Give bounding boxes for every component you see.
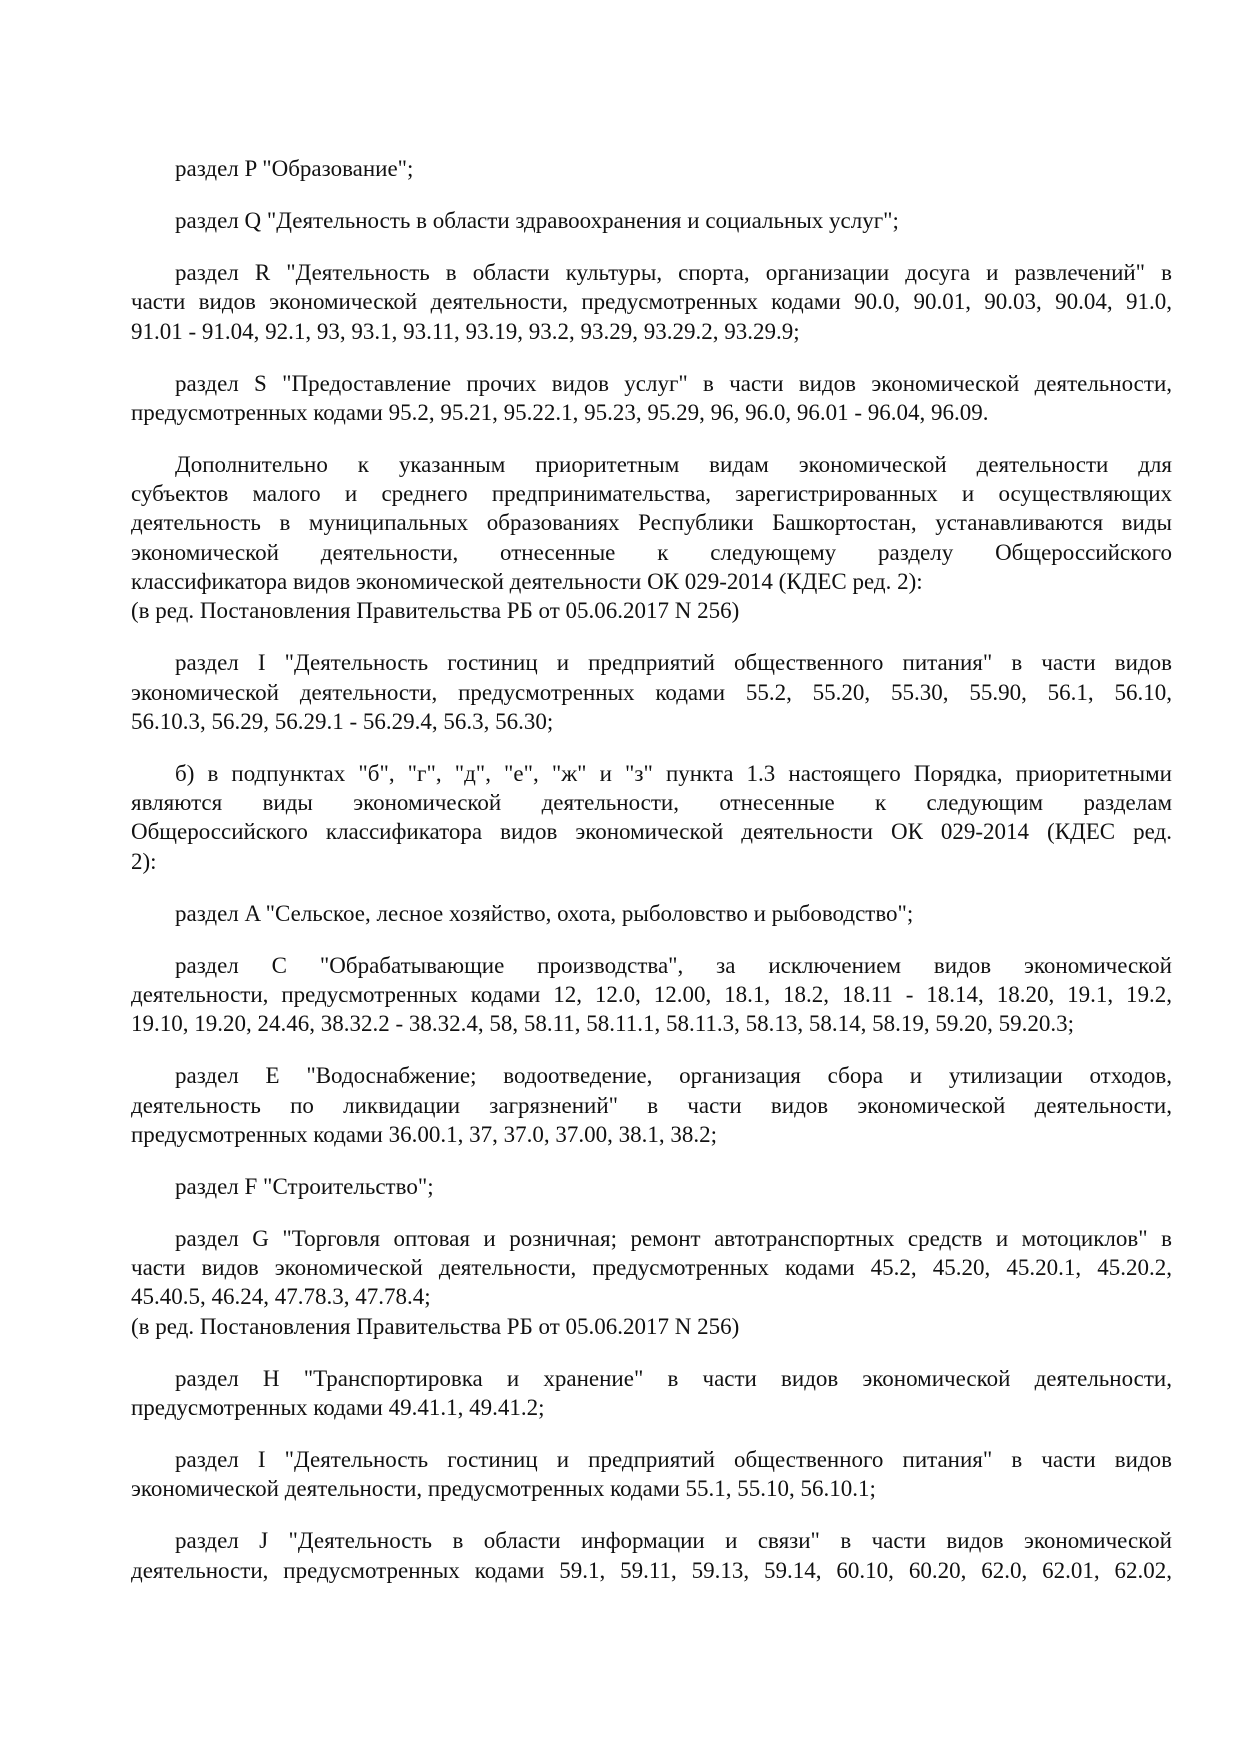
paragraph-line: раздел C "Обрабатывающие производства", за исключением видов экономической [175, 952, 1172, 978]
paragraph [131, 154, 1172, 183]
paragraph-line: раздел P "Образование"; [175, 156, 414, 181]
paragraph-line: предусмотренных кодами 49.41.1, 49.41.2; [131, 1395, 545, 1421]
paragraph-line: раздел I "Деятельность гостиниц и предприятий общественного питания" в части видов [175, 1447, 1172, 1473]
paragraph [131, 1526, 1172, 1585]
paragraph-line: предусмотренных кодами 36.00.1, 37, 37.0, 37.00, 38.1, 38.2; [131, 1121, 717, 1147]
paragraph-line: раздел G "Торговля оптовая и розничная; ремонт автотранспортных средств и мотоциклов" в [175, 1225, 1172, 1251]
paragraph-line: классификатора видов экономической деятельности ОК 029-2014 (КДЕС ред. 2): [131, 569, 923, 595]
paragraph [131, 759, 1172, 876]
paragraph-line: части видов экономической деятельности, предусмотренных кодами 90.0, 90.01, 90.03, 90.04, 91.0, [131, 289, 1172, 315]
paragraph-line: раздел I "Деятельность гостиниц и предприятий общественного питания" в части видов [175, 650, 1172, 676]
paragraph-line: части видов экономической деятельности, предусмотренных кодами 45.2, 45.20, 45.20.1, 45.20.2, [131, 1255, 1172, 1281]
amendment-note: (в ред. Постановления Правительства РБ от 05.06.2017 N 256) [131, 1313, 740, 1339]
paragraph [131, 369, 1172, 428]
paragraph-line: раздел A "Сельское, лесное хозяйство, охота, рыболовство и рыбоводство"; [175, 900, 914, 926]
paragraph [131, 899, 1172, 928]
document-page [131, 154, 1172, 1608]
paragraph-line: Дополнительно к указанным приоритетным видам экономической деятельности для [175, 451, 1172, 477]
amendment-note: (в ред. Постановления Правительства РБ от 05.06.2017 N 256) [131, 598, 740, 624]
paragraph-line: деятельность в муниципальных образованиях Республики Башкортостан, устанавливаются виды [131, 510, 1172, 536]
paragraph-line: деятельность по ликвидации загрязнений" в части видов экономической деятельности, [131, 1092, 1172, 1118]
paragraph-line: экономической деятельности, предусмотренных кодами 55.1, 55.10, 56.10.1; [131, 1476, 876, 1502]
paragraph [131, 1172, 1172, 1201]
paragraph [131, 951, 1172, 1039]
paragraph-line: раздел J "Деятельность в области информации и связи" в части видов экономической [175, 1528, 1172, 1554]
paragraph [131, 648, 1172, 736]
paragraph-line: Общероссийского классификатора видов экономической деятельности ОК 029-2014 (КДЕС ред. [131, 819, 1172, 845]
paragraph [131, 1061, 1172, 1149]
paragraph-line: раздел Q "Деятельность в области здравоохранения и социальных услуг"; [175, 207, 899, 233]
paragraph-line: экономической деятельности, предусмотренных кодами 55.2, 55.20, 55.30, 55.90, 56.1, 56.10, [131, 679, 1172, 705]
paragraph-line: раздел E "Водоснабжение; водоотведение, организация сбора и утилизации отходов, [175, 1063, 1172, 1089]
paragraph-line: раздел F "Строительство"; [175, 1173, 434, 1199]
paragraph-line: предусмотренных кодами 95.2, 95.21, 95.22.1, 95.23, 95.29, 96, 96.0, 96.01 - 96.04, 96.09. [131, 399, 989, 425]
paragraph [131, 1224, 1172, 1341]
paragraph-line: 19.10, 19.20, 24.46, 38.32.2 - 38.32.4, 58, 58.11, 58.11.1, 58.11.3, 58.13, 58.14, 58.19, 59.20, 59.20.3; [131, 1011, 1074, 1037]
paragraph-line: 91.01 - 91.04, 92.1, 93, 93.1, 93.11, 93.19, 93.2, 93.29, 93.29.2, 93.29.9; [131, 318, 800, 344]
paragraph [131, 1364, 1172, 1423]
paragraph-line: субъектов малого и среднего предпринимательства, зарегистрированных и осуществляющих [131, 481, 1172, 507]
paragraph [131, 258, 1172, 346]
paragraph [131, 1445, 1172, 1504]
paragraph-line: экономической деятельности, отнесенные к следующему разделу Общероссийского [131, 539, 1172, 565]
paragraph [131, 450, 1172, 626]
paragraph-line: б) в подпунктах "б", "г", "д", "е", "ж" и "з" пункта 1.3 настоящего Порядка, приоритетными [175, 760, 1172, 786]
paragraph-line: раздел R "Деятельность в области культуры, спорта, организации досуга и развлечений" в [175, 259, 1172, 285]
paragraph-line: 2): [131, 848, 157, 874]
paragraph-line: 45.40.5, 46.24, 47.78.3, 47.78.4; [131, 1284, 431, 1310]
paragraph [131, 206, 1172, 235]
paragraph-line: раздел H "Транспортировка и хранение" в части видов экономической деятельности, [175, 1365, 1172, 1391]
paragraph-line: деятельности, предусмотренных кодами 59.1, 59.11, 59.13, 59.14, 60.10, 60.20, 62.0, 62.01, 62.02, [131, 1557, 1172, 1583]
paragraph-line: раздел S "Предоставление прочих видов услуг" в части видов экономической деятельности, [175, 370, 1172, 396]
paragraph-line: 56.10.3, 56.29, 56.29.1 - 56.29.4, 56.3, 56.30; [131, 708, 554, 734]
paragraph-line: деятельности, предусмотренных кодами 12, 12.0, 12.00, 18.1, 18.2, 18.11 - 18.14, 18.20, 19.1, 19.2, [131, 982, 1172, 1008]
paragraph-line: являются виды экономической деятельности, отнесенные к следующим разделам [131, 790, 1172, 816]
